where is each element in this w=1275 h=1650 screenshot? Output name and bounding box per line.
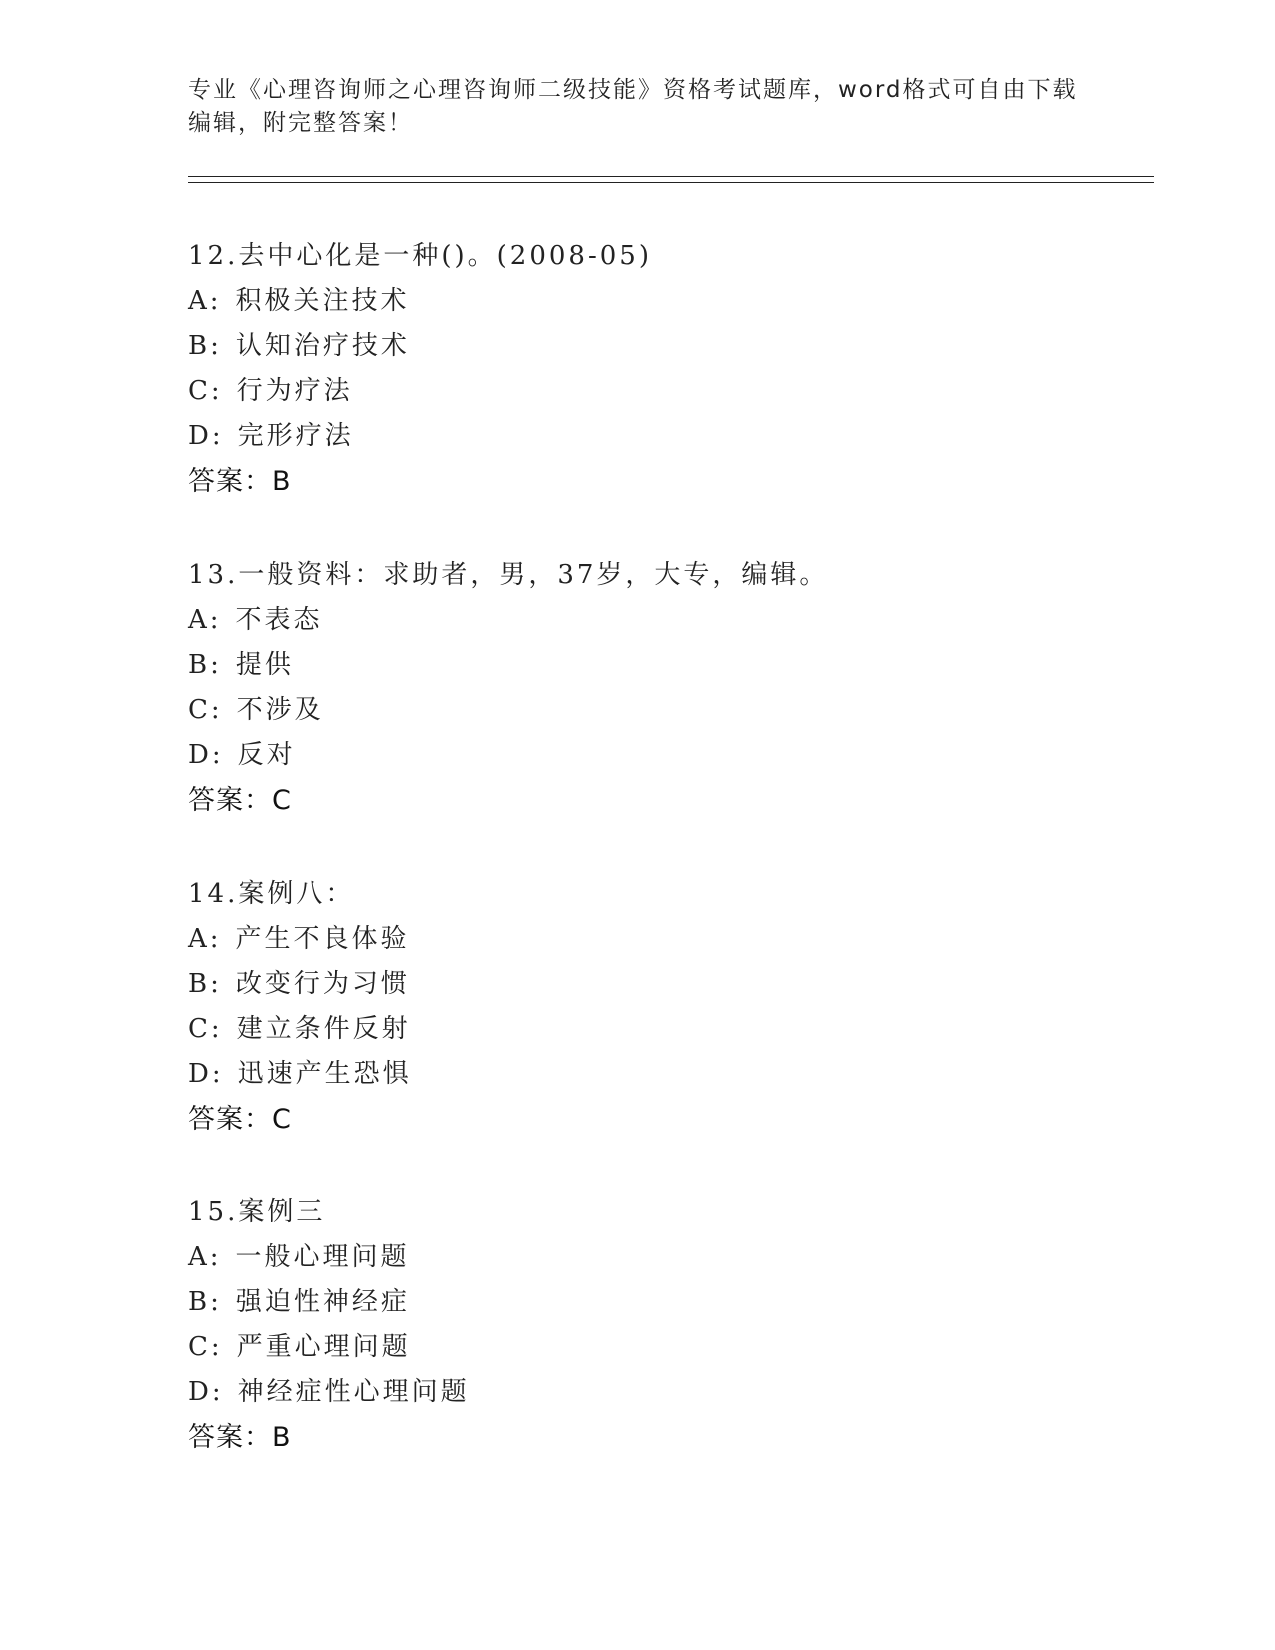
option-b bbox=[188, 324, 1148, 369]
option-b bbox=[188, 1280, 1148, 1325]
option-text: 反对 bbox=[237, 740, 296, 770]
option-letter: C: bbox=[188, 376, 223, 406]
option-letter: C: bbox=[188, 1014, 223, 1044]
question-13 bbox=[188, 553, 1148, 823]
option-text: 认知治疗技术 bbox=[235, 331, 410, 361]
header-divider-bottom bbox=[188, 182, 1154, 183]
option-text: 提供 bbox=[235, 650, 294, 680]
option-letter: B: bbox=[188, 650, 222, 680]
option-letter: A: bbox=[188, 924, 222, 954]
option-text: 神经症性心理问题 bbox=[237, 1377, 470, 1407]
option-text: 迅速产生恐惧 bbox=[237, 1059, 412, 1089]
option-d bbox=[188, 1052, 1148, 1097]
header-divider-top bbox=[188, 176, 1154, 177]
option-letter: C: bbox=[188, 1332, 223, 1362]
option-c bbox=[188, 369, 1148, 414]
option-letter: D: bbox=[188, 1059, 224, 1089]
answer-line: 答案：B bbox=[188, 1422, 292, 1453]
option-c bbox=[188, 1007, 1148, 1052]
option-c bbox=[188, 1325, 1148, 1370]
option-a bbox=[188, 1235, 1148, 1280]
option-a bbox=[188, 917, 1148, 962]
question-14 bbox=[188, 872, 1148, 1142]
answer-line: 答案：C bbox=[188, 785, 292, 816]
question-15 bbox=[188, 1190, 1148, 1460]
option-text: 不表态 bbox=[235, 605, 323, 635]
option-d bbox=[188, 733, 1148, 778]
option-a bbox=[188, 598, 1148, 643]
option-d bbox=[188, 1370, 1148, 1415]
option-letter: B: bbox=[188, 969, 222, 999]
question-stem: 12.去中心化是一种()。(2008-05) bbox=[188, 241, 652, 271]
option-letter: A: bbox=[188, 605, 222, 635]
header-line-1: 专业《心理咨询师之心理咨询师二级技能》资格考试题库，word格式可自由下载 bbox=[188, 77, 1078, 103]
option-letter: A: bbox=[188, 286, 222, 316]
option-text: 完形疗法 bbox=[237, 421, 354, 451]
option-text: 严重心理问题 bbox=[236, 1332, 411, 1362]
option-letter: B: bbox=[188, 1287, 222, 1317]
option-text: 建立条件反射 bbox=[236, 1014, 411, 1044]
option-text: 产生不良体验 bbox=[235, 924, 410, 954]
question-stem: 14.案例八： bbox=[188, 879, 355, 909]
option-letter: A: bbox=[188, 1242, 222, 1272]
question-stem: 13.一般资料：求助者，男，37岁，大专，编辑。 bbox=[188, 560, 829, 590]
option-d bbox=[188, 414, 1148, 459]
document-header bbox=[188, 74, 1088, 140]
question-stem: 15.案例三 bbox=[188, 1197, 326, 1227]
header-line-2: 编辑，附完整答案！ bbox=[188, 110, 413, 136]
option-c bbox=[188, 688, 1148, 733]
answer-line: 答案：C bbox=[188, 1104, 292, 1135]
option-letter: D: bbox=[188, 1377, 224, 1407]
option-b bbox=[188, 962, 1148, 1007]
option-letter: B: bbox=[188, 331, 222, 361]
option-text: 积极关注技术 bbox=[235, 286, 410, 316]
option-letter: C: bbox=[188, 695, 223, 725]
option-text: 不涉及 bbox=[236, 695, 324, 725]
option-text: 强迫性神经症 bbox=[235, 1287, 410, 1317]
option-letter: D: bbox=[188, 740, 224, 770]
option-text: 改变行为习惯 bbox=[235, 969, 410, 999]
question-12 bbox=[188, 234, 1148, 504]
option-text: 行为疗法 bbox=[236, 376, 353, 406]
option-text: 一般心理问题 bbox=[235, 1242, 410, 1272]
option-b bbox=[188, 643, 1148, 688]
option-letter: D: bbox=[188, 421, 224, 451]
option-a bbox=[188, 279, 1148, 324]
answer-line: 答案：B bbox=[188, 466, 292, 497]
